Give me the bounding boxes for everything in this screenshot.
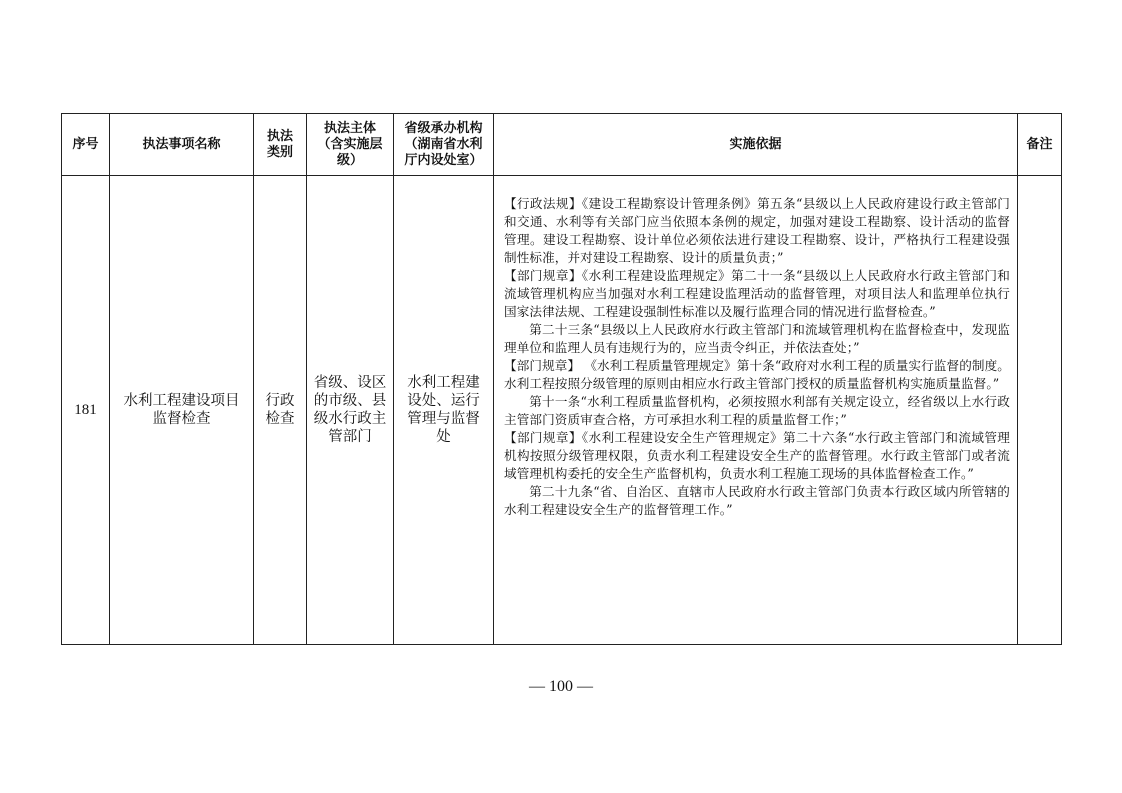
header-remark: 备注 <box>1026 136 1053 152</box>
basis-paragraph: 【行政法规】《建设工程勘察设计管理条例》第五条“县级以上人民政府建设行政主管部门和交通、水利等有关部门应当依照本条例的规定，加强对建设工程勘察、设计活动的监督管理。建设工程勘察、设计单位必须依法进行建设工程勘察、设计，严格执行工程建设强制性标准，并对建设工程勘察、设计的质量负责；” <box>504 196 1010 265</box>
row-item-name: 水利工程建设项目监督检查 <box>123 393 240 427</box>
basis-paragraph: 第二十九条“省、自治区、直辖市人民政府水行政主管部门负责本行政区域内所管辖的水利工程建设安全生产的监督管理工作。” <box>504 484 1010 517</box>
row-basis <box>496 176 1016 644</box>
header-subject: 执法主体（含实施层级） <box>317 120 383 168</box>
row-subject: 省级、设区的市级、县级水行政主管部门 <box>313 375 387 445</box>
basis-paragraph: 第十一条“水利工程质量监督机构，必须按照水利部有关规定设立，经省级以上水行政主管部门资质审查合格，方可承担水利工程的质量监督工作；” <box>504 394 1010 427</box>
header-agency: 省级承办机构（湖南省水利厅内设处室） <box>404 120 483 168</box>
basis-paragraph: 【部门规章】《水利工程建设安全生产管理规定》第二十六条“水行政主管部门和流域管理机构按照分级管理权限，负责水利工程建设安全生产的监督管理。水行政主管部门或者流域管理机构委托的安全生产监督机构，负责水利工程施工现场的具体监督检查工作。” <box>504 430 1010 481</box>
page-number: — 100 — <box>529 678 593 695</box>
enforcement-table <box>61 113 1062 645</box>
row-remark <box>1018 176 1061 644</box>
row-agency: 水利工程建设处、运行管理与监督处 <box>407 375 480 445</box>
basis-paragraph: 【部门规章】《水利工程建设监理规定》第二十一条“县级以上人民政府水行政主管部门和流域管理机构应当加强对水利工程建设监理活动的监督管理，对项目法人和监理单位执行国家法律法规、工程建设强制性标准以及履行监理合同的情况进行监督检查。” <box>504 268 1010 319</box>
header-basis: 实施依据 <box>729 136 782 152</box>
header-category: 执法类别 <box>266 128 293 160</box>
basis-paragraph: 【部门规章】 《水利工程质量管理规定》第十条“政府对水利工程的质量实行监督的制度。水利工程按照分级管理的原则由相应水行政主管部门授权的质量监督机构实施质量监督。” <box>504 358 1010 391</box>
basis-paragraph: 第二十三条“县级以上人民政府水行政主管部门和流域管理机构在监督检查中，发现监理单位和监理人员有违规行为的，应当责令纠正，并依法查处；” <box>504 322 1010 355</box>
header-seq: 序号 <box>72 136 99 152</box>
row-category: 行政检查 <box>265 393 295 427</box>
header-item-name: 执法事项名称 <box>142 136 221 152</box>
row-seq: 181 <box>74 402 97 418</box>
